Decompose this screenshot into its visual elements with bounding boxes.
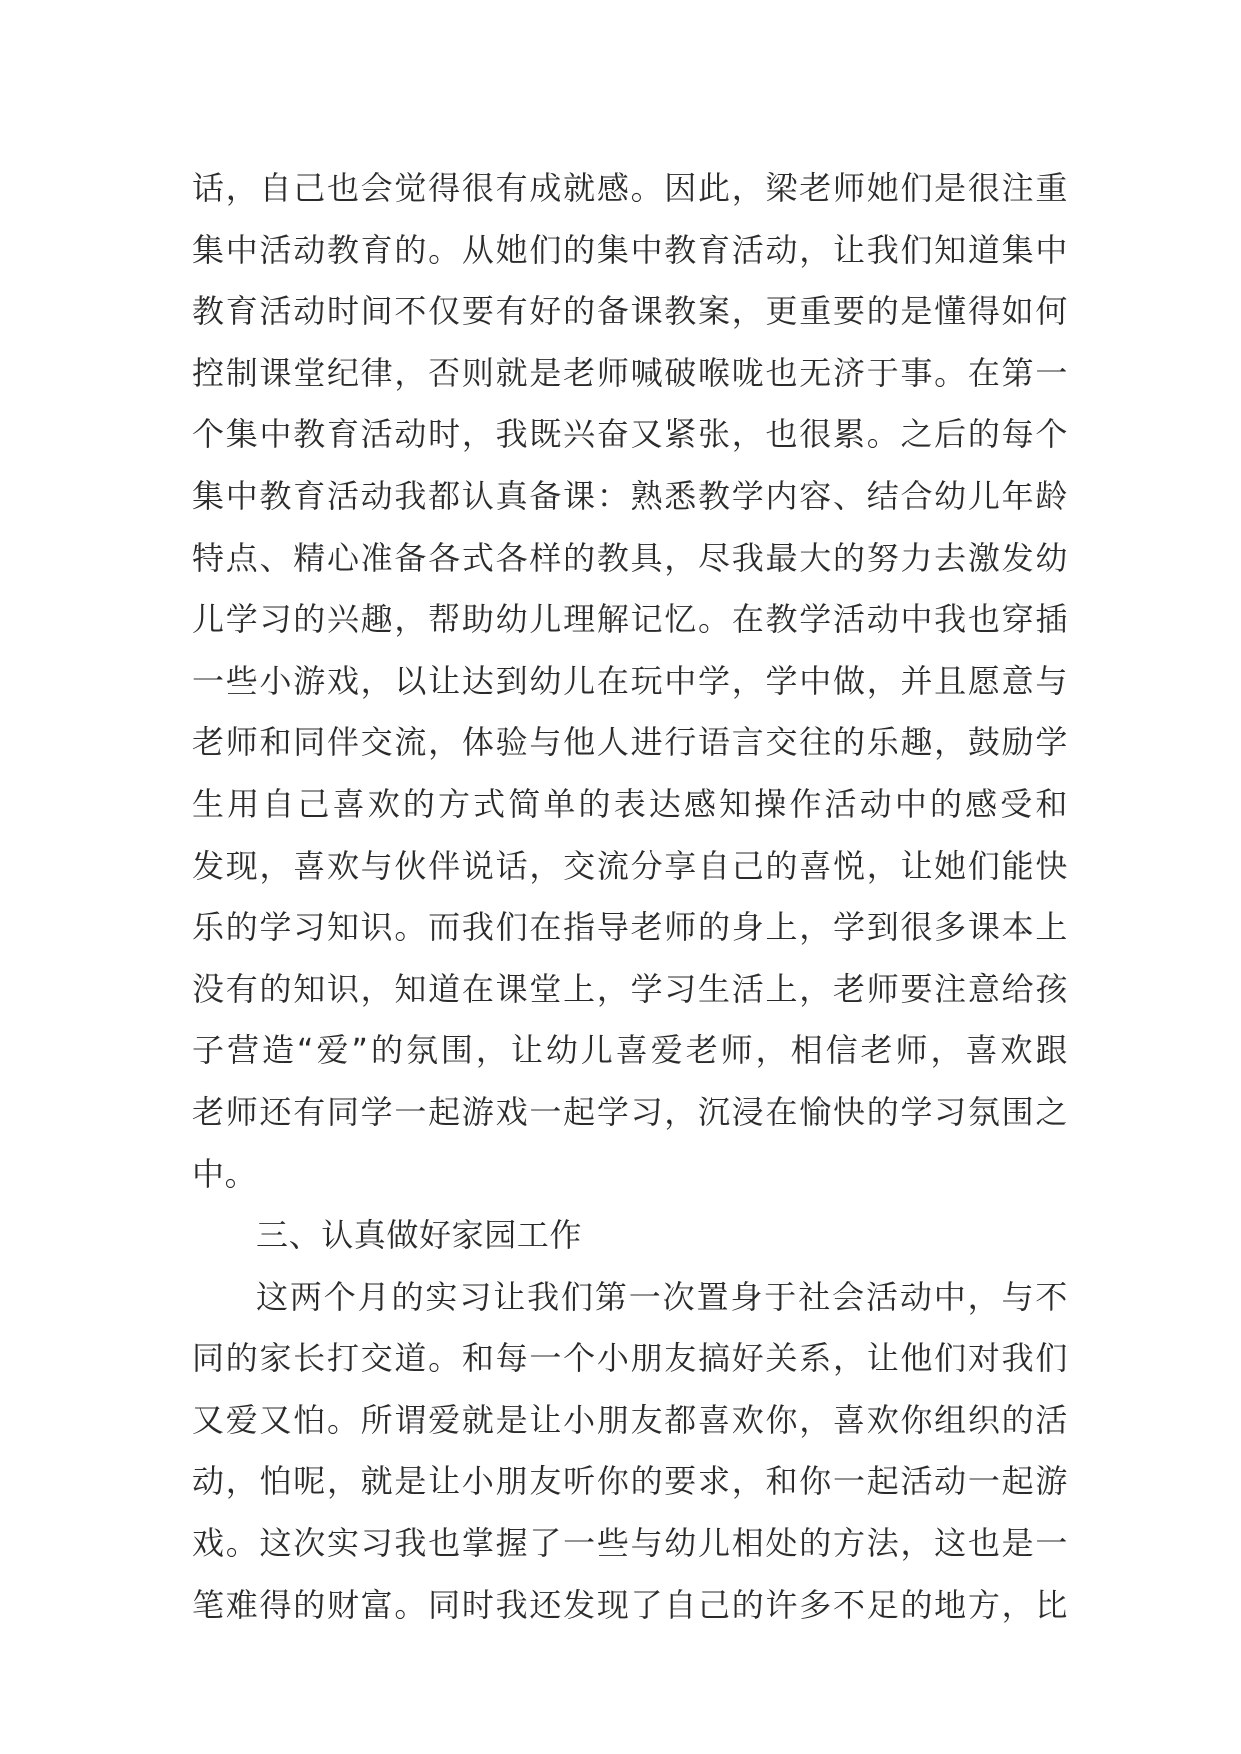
text-line: 发现，喜欢与伙伴说话，交流分享自己的喜悦，让她们能快 — [192, 846, 1068, 885]
text-line: 控制课堂纪律，否则就是老师喊破喉咙也无济于事。在第一 — [192, 353, 1068, 392]
text-line: 教育活动时间不仅要有好的备课教案，更重要的是懂得如何 — [192, 292, 1068, 331]
text-line: 集中活动教育的。从她们的集中教育活动，让我们知道集中 — [192, 230, 1068, 269]
text-line: 老师还有同学一起游戏一起学习，沉浸在愉快的学习氛围之 — [192, 1092, 1068, 1131]
text-line: 集中教育活动我都认真备课：熟悉教学内容、结合幼儿年龄 — [192, 476, 1068, 515]
text-line: 生用自己喜欢的方式简单的表达感知操作活动中的感受和 — [192, 784, 1068, 823]
text-line: 同的家长打交道。和每一个小朋友搞好关系，让他们对我们 — [192, 1339, 1068, 1378]
text-line: 戏。这次实习我也掌握了一些与幼儿相处的方法，这也是一 — [192, 1524, 1068, 1563]
text-line: 动，怕呢，就是让小朋友听你的要求，和你一起活动一起游 — [192, 1462, 1068, 1501]
text-line: 老师和同伴交流，体验与他人进行语言交往的乐趣，鼓励学 — [192, 723, 1068, 762]
text-line: 话，自己也会觉得很有成就感。因此，梁老师她们是很注重 — [192, 169, 1068, 207]
text-line: 没有的知识，知道在课堂上，学习生活上，老师要注意给孩 — [192, 969, 1068, 1008]
text-line: 乐的学习知识。而我们在指导老师的身上，学到很多课本上 — [192, 908, 1068, 947]
text-line: 个集中教育活动时，我既兴奋又紧张，也很累。之后的每个 — [192, 415, 1068, 454]
text-line: 儿学习的兴趣，帮助幼儿理解记忆。在教学活动中我也穿插 — [192, 600, 1068, 639]
text-line: 笔难得的财富。同时我还发现了自己的许多不足的地方，比 — [192, 1585, 1068, 1624]
paragraph-first-line: 这两个月的实习让我们第一次置身于社会活动中，与不 — [256, 1277, 1068, 1316]
section-heading: 三、认真做好家园工作 — [256, 1216, 583, 1255]
text-line: 特点、精心准备各式各样的教具，尽我最大的努力去激发幼 — [192, 538, 1068, 577]
body-text — [192, 158, 1068, 1636]
text-line: 子营造“爱”的氛围，让幼儿喜爱老师，相信老师，喜欢跟 — [192, 1031, 1068, 1070]
text-line: 中。 — [192, 1154, 258, 1193]
text-line: 又爱又怕。所谓爱就是让小朋友都喜欢你，喜欢你组织的活 — [192, 1400, 1068, 1439]
text-line: 一些小游戏，以让达到幼儿在玩中学，学中做，并且愿意与 — [192, 661, 1068, 700]
